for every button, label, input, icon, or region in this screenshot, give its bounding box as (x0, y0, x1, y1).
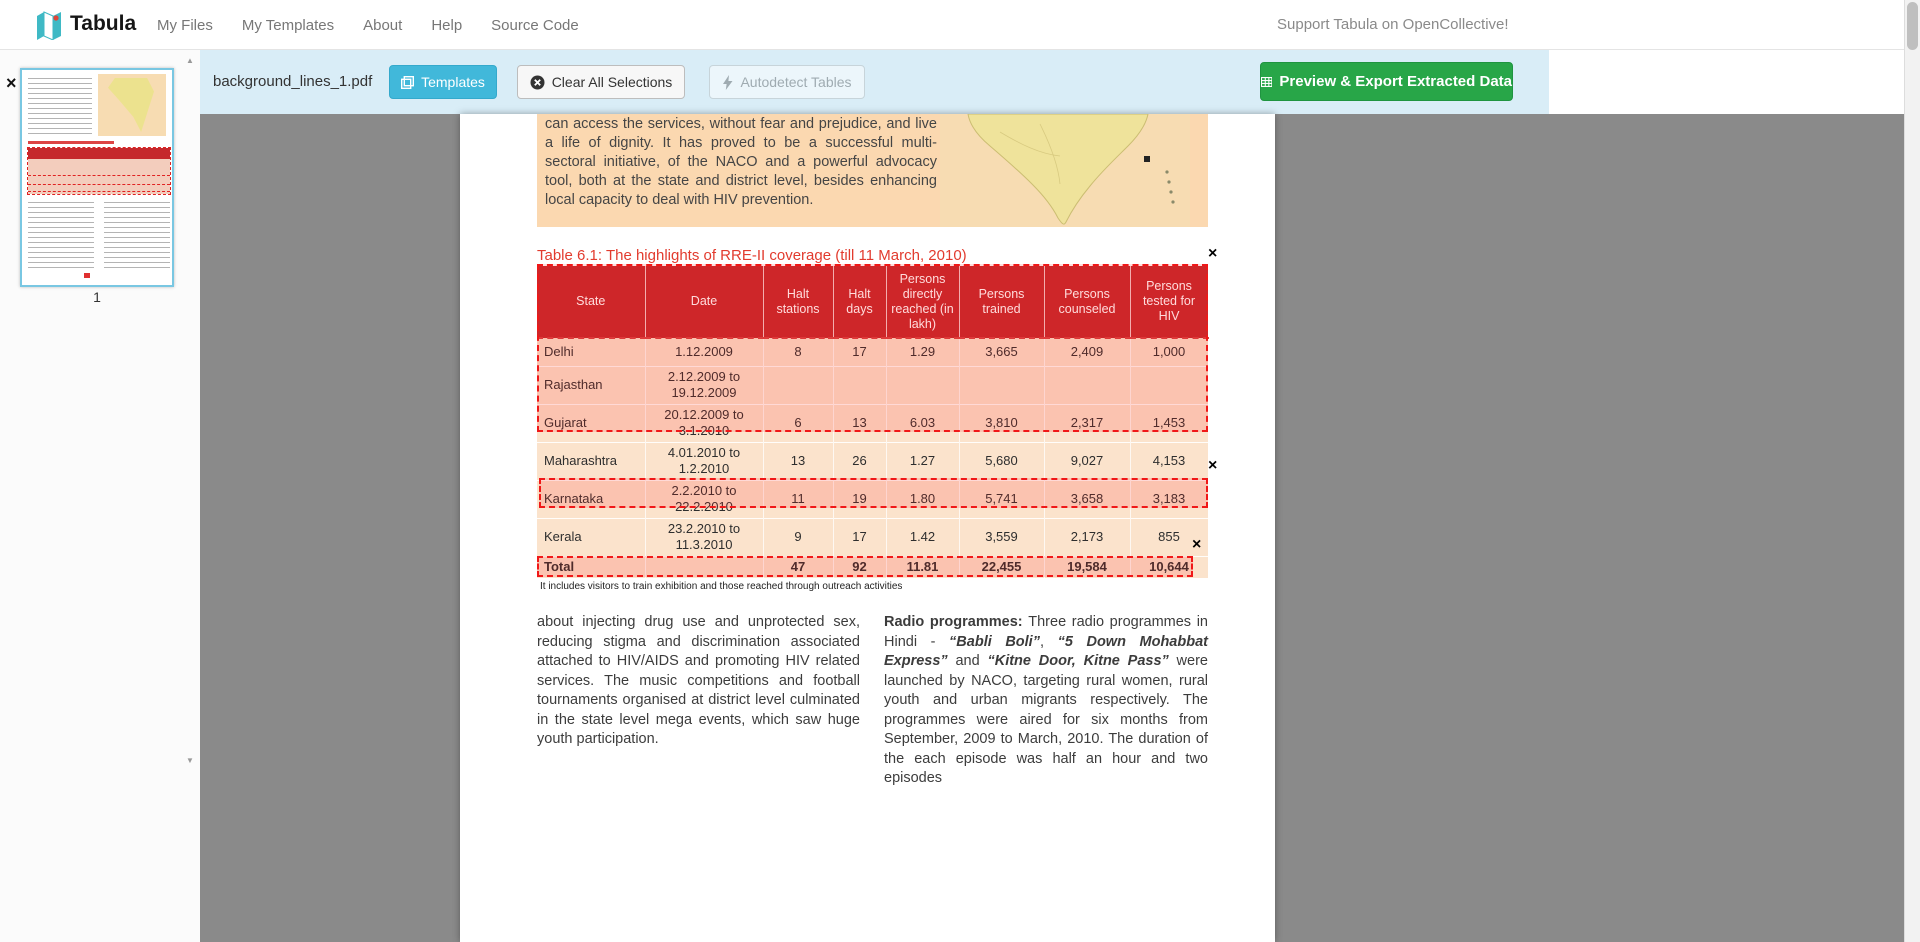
table-cell: 1.42 (886, 518, 959, 556)
table-cell: 855 (1130, 518, 1208, 556)
table-cell: 2,317 (1044, 404, 1130, 442)
top-navbar (0, 0, 1920, 50)
table-cell: Maharashtra (537, 442, 645, 480)
table-cell: 9,027 (1044, 442, 1130, 480)
pdf-page-canvas[interactable] (460, 114, 1275, 942)
table-cell: 4.01.2010 to 1.2.2010 (645, 442, 763, 480)
remove-page-button[interactable]: × (6, 73, 17, 93)
table-cell: 4,153 (1130, 442, 1208, 480)
nav-item-my-files[interactable]: My Files (157, 16, 213, 34)
table-row (537, 442, 1208, 480)
thumbnail-selection-line (28, 175, 170, 176)
clear-all-selections-button[interactable] (517, 65, 685, 99)
nav-item-about[interactable]: About (363, 16, 403, 34)
control-toolbar (200, 50, 1549, 114)
radio-text-segment: were launched by NACO, targeting rural women, rural youth and urban migrants respectively. The programmes were aired for six months from September, 2009 to March, 2010. The duration of the each episode was half an hour and two episodes (884, 653, 1208, 786)
table-cell: Rajasthan (537, 366, 645, 404)
document-workspace (200, 114, 1904, 942)
india-map-shape (940, 114, 1190, 227)
thumbnail-table-title (28, 141, 114, 144)
nav-item-my-templates[interactable]: My Templates (241, 16, 335, 34)
autodetect-tables-button[interactable] (709, 65, 865, 99)
table-cell: 1.12.2009 (645, 338, 763, 366)
scrollbar-thumb[interactable] (1907, 2, 1918, 50)
radio-text-segment: Radio programmes: (884, 614, 1029, 630)
table-header-cell: Date (645, 266, 763, 338)
table-cell: 92 (833, 556, 886, 578)
table-selection-area[interactable] (537, 264, 1208, 432)
table-cell: 3,658 (1044, 480, 1130, 518)
page-thumbnails-sidebar (0, 50, 200, 942)
lightning-bolt-icon (722, 75, 733, 90)
table-header-cell: Persons counseled (1044, 266, 1130, 338)
table-cell: Kerala (537, 518, 645, 556)
table-cell: 19,584 (1044, 556, 1130, 578)
table-cell: 19 (833, 480, 886, 518)
sidebar-scroll-up-icon[interactable]: ▲ (186, 56, 194, 65)
page-thumbnail[interactable] (20, 68, 174, 287)
clear-selections-circle-x-icon (530, 75, 545, 90)
table-header-cell: Persons trained (959, 266, 1044, 338)
table-cell: 13 (833, 404, 886, 442)
radio-text-segment: “Babli Boli” (949, 633, 1040, 650)
table-cell: 6.03 (886, 404, 959, 442)
radio-text-segment: “5 Down Mohabbat Express” (884, 633, 1208, 669)
radio-text-segment: “Kitne Door, Kitne Pass” (987, 653, 1169, 669)
thumbnail-selection-line (28, 184, 170, 185)
thumbnail-table-header (28, 148, 170, 159)
table-cell: Delhi (537, 338, 645, 366)
support-opencollective-link[interactable]: Support Tabula on OpenCollective! (1277, 16, 1509, 33)
table-cell: 5,741 (959, 480, 1044, 518)
table-cell: 1,000 (1130, 338, 1208, 366)
brand-title[interactable]: Tabula (70, 12, 137, 35)
table-cell: 10,644 (1130, 556, 1208, 578)
table-cell: 17 (833, 338, 886, 366)
remove-selection-button[interactable]: × (1208, 245, 1218, 262)
nav-item-source-code[interactable]: Source Code (491, 16, 579, 34)
thumbnail-text-column (104, 202, 170, 268)
vertical-scrollbar[interactable] (1904, 0, 1920, 942)
table-grid-icon (1261, 75, 1272, 89)
table-cell: Gujarat (537, 404, 645, 442)
pdf-intro-block (537, 114, 1208, 227)
table-cell: 1.29 (886, 338, 959, 366)
table-cell: 13 (763, 442, 833, 480)
table-cell: 8 (763, 338, 833, 366)
table-cell: 26 (833, 442, 886, 480)
table-row (537, 518, 1208, 556)
table-selection-area[interactable] (537, 556, 1193, 577)
table-cell: 11.81 (886, 556, 959, 578)
table-cell: 3,665 (959, 338, 1044, 366)
table-cell: Karnataka (537, 480, 645, 518)
remove-selection-button[interactable]: × (1192, 536, 1202, 553)
thumbnail-selection-mark (84, 273, 90, 278)
pdf-left-column-paragraph: about injecting drug use and unprotected sex, reducing stigma and discrimination associated attached to HIV/AIDS and promoting HIV related services. The music competitions and football tournaments organised at district level culminated in the state level mega events, which saw huge youth participation. (537, 614, 860, 747)
preview-export-button[interactable] (1260, 62, 1513, 101)
remove-selection-button[interactable]: × (1208, 457, 1218, 474)
thumbnail-selection-line (28, 191, 170, 192)
tabula-logo-icon[interactable] (36, 10, 62, 40)
table-header-cell: Persons tested for HIV (1130, 266, 1208, 338)
table-cell: 2.12.2009 to 19.12.2009 (645, 366, 763, 404)
table-cell: Total (537, 556, 645, 578)
table-selection-area[interactable] (539, 478, 1208, 508)
table-cell: 1,453 (1130, 404, 1208, 442)
pdf-table-title: Table 6.1: The highlights of RRE-II coverage (till 11 March, 2010) (537, 247, 967, 264)
radio-text-segment: Three radio programmes in Hindi - (884, 614, 1208, 650)
table-cell: 3,559 (959, 518, 1044, 556)
table-header-cell: Halt days (833, 266, 886, 338)
pdf-table-footnote: It includes visitors to train exhibition and those reached through outreach activities (540, 581, 903, 592)
templates-button-label: Templates (421, 74, 485, 90)
clear-button-label: Clear All Selections (551, 74, 673, 90)
table-cell: 6 (763, 404, 833, 442)
thumbnail-map-shape (108, 78, 154, 132)
nav-links (157, 0, 579, 50)
table-cell: 2,409 (1044, 338, 1130, 366)
templates-button[interactable] (389, 65, 497, 99)
table-cell: 1.27 (886, 442, 959, 480)
table-cell: 22,455 (959, 556, 1044, 578)
table-cell: 3,183 (1130, 480, 1208, 518)
table-cell: 23.2.2010 to 11.3.2010 (645, 518, 763, 556)
table-cell: 2.2.2010 to 22.2.2010 (645, 480, 763, 518)
pdf-intro-paragraph: can access the services, without fear and prejudice, and live a life of dignity. It has proved to be a successful multi-sectoral initiative, of the NACO and a powerful advocacy tool, both at the state and district level, besides enhancing local capacity to deal with HIV prevention. (545, 116, 937, 208)
table-cell: 9 (763, 518, 833, 556)
thumbnail-text-column (28, 202, 94, 268)
radio-paragraph (884, 613, 1208, 789)
table-header-cell: Persons directly reached (in lakh) (886, 266, 959, 338)
thumbnail-table (28, 148, 170, 194)
table-cell: 11 (763, 480, 833, 518)
open-file-name: background_lines_1.pdf (213, 73, 373, 90)
autodetect-button-label: Autodetect Tables (740, 74, 852, 90)
thumbnail-map-image (98, 74, 166, 136)
sidebar-scroll-down-icon[interactable]: ▼ (186, 756, 194, 765)
templates-icon (401, 76, 414, 89)
table-cell: 2,173 (1044, 518, 1130, 556)
radio-text-segment: , (1039, 633, 1058, 650)
nav-item-help[interactable]: Help (431, 16, 463, 34)
table-cell: 17 (833, 518, 886, 556)
page-number-label: 1 (93, 289, 101, 305)
thumbnail-text-lines (28, 78, 92, 134)
india-map-image (940, 114, 1190, 227)
export-button-label: Preview & Export Extracted Data (1279, 73, 1512, 90)
table-cell: 1.80 (886, 480, 959, 518)
table-header-cell: State (537, 266, 645, 338)
table-cell: 5,680 (959, 442, 1044, 480)
table-header-cell: Halt stations (763, 266, 833, 338)
table-cell: 47 (763, 556, 833, 578)
table-cell: 3,810 (959, 404, 1044, 442)
radio-text-segment: and (947, 653, 988, 669)
table-cell: 20.12.2009 to 3.1.2010 (645, 404, 763, 442)
